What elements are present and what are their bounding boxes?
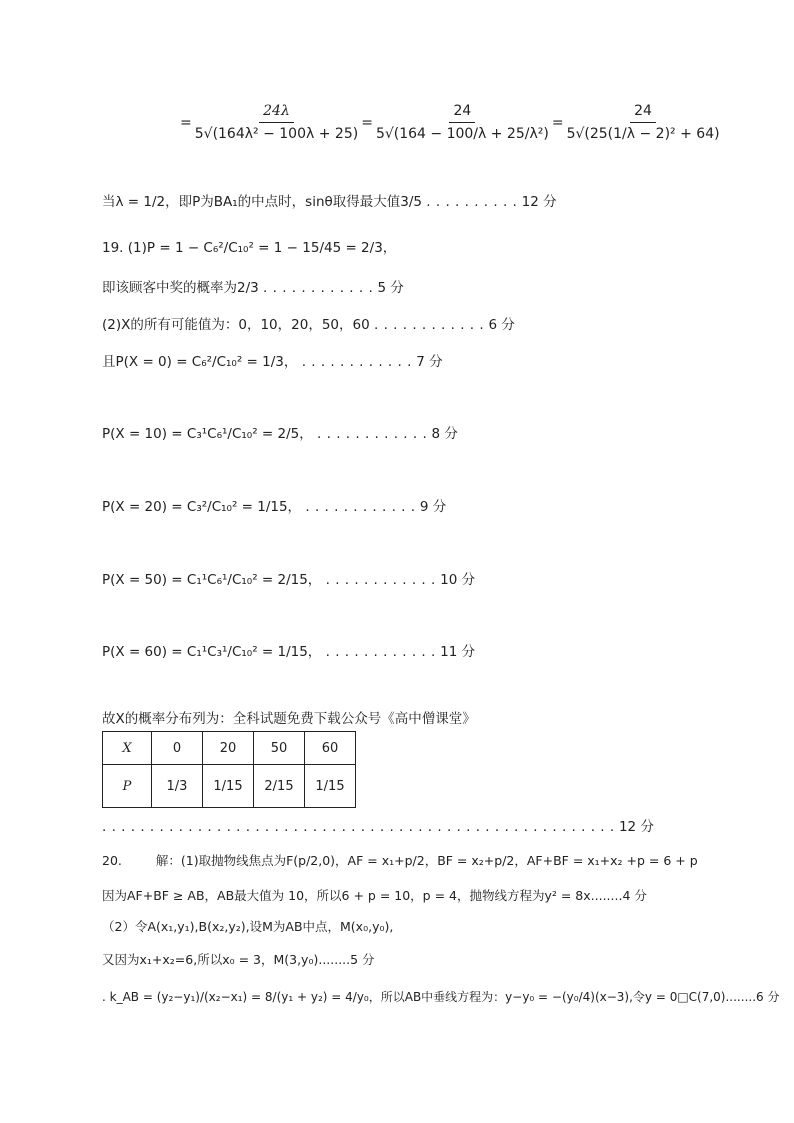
score-label: 9 分 — [419, 499, 447, 515]
fraction-2-numerator: 24 — [449, 103, 475, 123]
table-header-cell: 0 — [152, 732, 203, 765]
fraction-3-denominator: 5√(25(1/λ − 2)² + 64) — [566, 126, 720, 142]
q20-part2-setup: （2）令A(x₁,y₁),B(x₂,y₂),设M为AB中点，M(x₀,y₀), — [102, 919, 394, 934]
main-equation: = $\frac{24\lambda}{\text{5√(164λ² − 100λ + 25)}}$ = $\frac{24}{\text{5√(164 − 100/λ + 25/λ²)}}$ = $\frac{24}{\text{5√(25(1/λ − 2)² + 64)}}$ — [180, 103, 720, 142]
fraction-1-numerator: 24λ — [259, 103, 294, 123]
equation-fraction-1 — [195, 103, 358, 142]
q20-part1-conclusion: 因为AF+BF ≥ AB，AB最大值为 10，所以6 + p = 10，p = 4，抛物线方程为y² = 8x........4 分 — [102, 888, 647, 903]
prob-text: P(X = 20) = C₃²/C₁₀² = 1/15， — [102, 499, 302, 515]
table-header-cell: X — [103, 732, 152, 765]
values-text: (2)X的所有可能值为：0，10，20，50，60 — [102, 317, 370, 333]
q20-part2-midpoint: 又因为x₁+x₂=6,所以x₀ = 3，M(3,y₀)........5 分 — [102, 952, 375, 967]
prob-text: P(X = 60) = C₁¹C₃¹/C₁₀² = 1/15， — [102, 644, 322, 660]
q19-part1-text: (1)P = 1 − C₆²/C₁₀² = 1 − 15/45 = 2/3， — [127, 240, 397, 256]
score-dots: . . . . . . . . . . . . — [317, 426, 428, 442]
q19-part1 — [102, 236, 396, 256]
score-dots: . . . . . . . . . . . . . . . . . . . . . . . . . . . . . . . . . . . . . . . . . . . . . . . . . . . . . . — [102, 819, 615, 835]
table-header-row — [103, 732, 356, 765]
table-header-cell: 20 — [203, 732, 254, 765]
table-row-label: P — [103, 765, 152, 808]
score-label: 11 分 — [440, 644, 476, 660]
prob-x60 — [102, 640, 475, 660]
distribution-intro: 故X的概率分布列为：全科试题免费下载公众号《高中僧课堂》 — [102, 711, 476, 727]
prob-x10 — [102, 422, 458, 442]
score-label: 6 分 — [488, 317, 515, 333]
equation-fraction-2 — [376, 103, 549, 142]
score-dots: . . . . . . . . . . . . — [301, 354, 412, 370]
score-dots: . . . . . . . . . . . . — [263, 280, 374, 296]
table-cell: 1/15 — [305, 765, 356, 808]
distribution-score-line — [102, 815, 654, 835]
prob-text: 且P(X = 0) = C₆²/C₁₀² = 1/3， — [102, 354, 298, 370]
conclusion-text: 即该顾客中奖的概率为2/3 — [102, 280, 259, 296]
score-dots: . . . . . . . . . . . . — [373, 317, 485, 333]
table-header-cell: 60 — [305, 732, 356, 765]
score-dots: . . . . . . . . . . . . — [325, 572, 436, 588]
fraction-1-denominator: 5√(164λ² − 100λ + 25) — [194, 126, 359, 142]
score-label: 10 分 — [440, 572, 476, 588]
lambda-midpoint-line — [102, 190, 557, 210]
prob-x50 — [102, 568, 475, 588]
question-number: 19. — [102, 240, 124, 256]
score-dots: . . . . . . . . . . . . — [325, 644, 436, 660]
prob-text: P(X = 50) = C₁¹C₆¹/C₁₀² = 2/15， — [102, 572, 322, 588]
fraction-3-numerator: 24 — [630, 103, 656, 123]
distribution-table — [102, 731, 356, 808]
score-label: 8 分 — [431, 426, 458, 442]
prob-text: P(X = 10) = C₃¹C₆¹/C₁₀² = 2/5， — [102, 426, 313, 442]
q19-part2-values — [102, 313, 515, 333]
score-label: 12 分 — [618, 819, 654, 835]
score-label: 7 分 — [416, 354, 443, 370]
question-number: 20. — [102, 853, 122, 868]
fraction-2-denominator: 5√(164 − 100/λ + 25/λ²) — [375, 126, 549, 142]
score-dots: . . . . . . . . . . . . — [305, 499, 416, 515]
lambda-text: 当λ = 1/2，即P为BA₁的中点时，sinθ取得最大值3/5 — [102, 194, 422, 210]
q19-part1-conclusion — [102, 276, 404, 296]
prob-x20 — [102, 495, 446, 515]
score-label: 12 分 — [521, 194, 557, 210]
equation-fraction-3 — [567, 103, 720, 142]
table-row — [103, 765, 356, 808]
q20-part1-text: 解：(1)取抛物线焦点为F(p/2,0)，AF = x₁+p/2，BF = x₂+p/2，AF+BF = x₁+x₂ +p = 6 + p — [155, 853, 698, 868]
table-cell: 2/15 — [254, 765, 305, 808]
table-cell: 1/3 — [152, 765, 203, 808]
score-dots: . . . . . . . . . . — [426, 194, 518, 210]
table-cell: 1/15 — [203, 765, 254, 808]
score-label: 5 分 — [377, 280, 404, 296]
q20-part1 — [102, 851, 698, 869]
table-header-cell: 50 — [254, 732, 305, 765]
q20-part2-slope: . k_AB = (y₂−y₁)/(x₂−x₁) = 8/(y₁ + y₂) = 4/y₀，所以AB中垂线方程为：y−y₀ = −(y₀/4)(x−3),令y = 0□C(7,0)........6 分 — [102, 990, 780, 1004]
prob-x0 — [102, 350, 443, 370]
